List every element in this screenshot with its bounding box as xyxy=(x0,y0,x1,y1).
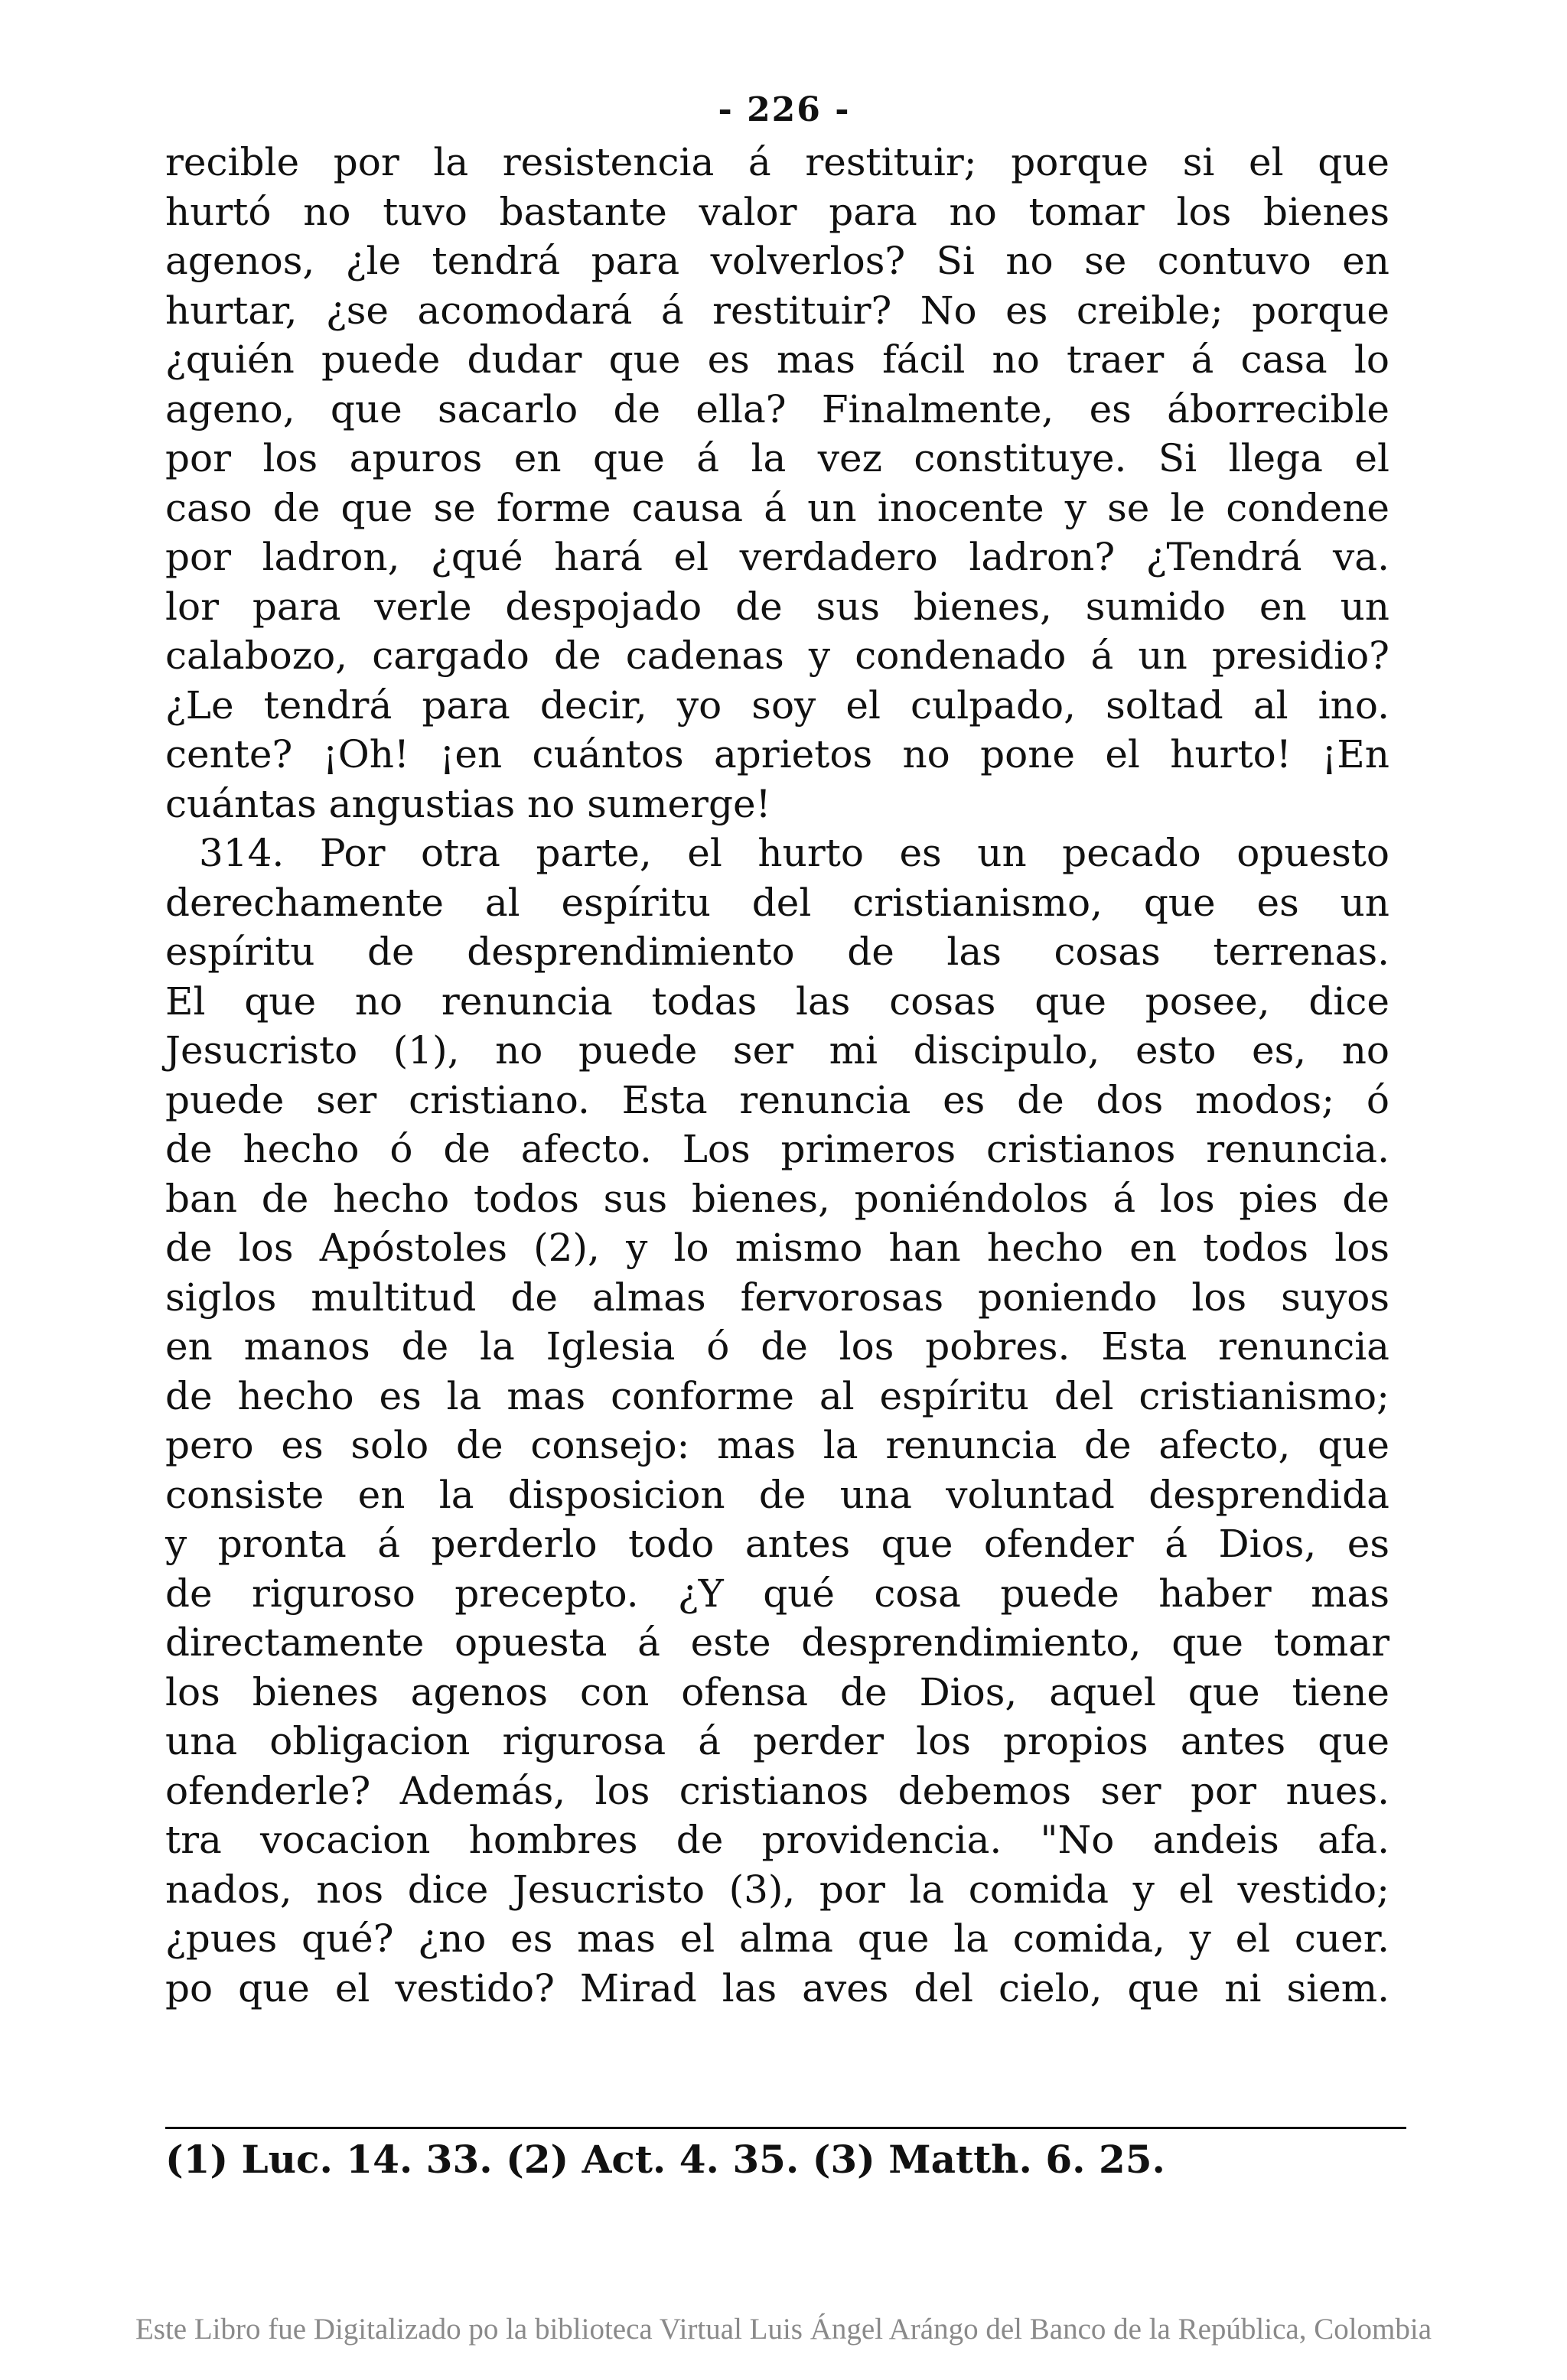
footnotes: (1) Luc. 14. 33. (2) Act. 4. 35. (3) Matth. 6. 25. xyxy=(165,2137,1165,2182)
text-line: los bienes agenos con ofensa de Dios, aquel que tiene xyxy=(165,1669,1389,1714)
text-line: por ladron, ¿qué hará el verdadero ladron? ¿Tendrá va. xyxy=(165,535,1389,579)
text-line: recible por la resistencia á restituir; porque si el que xyxy=(165,140,1389,184)
text-line: puede ser cristiano. Esta renuncia es de dos modos; ó xyxy=(165,1077,1389,1122)
text-line: ¿pues qué? ¿no es mas el alma que la comida, y el cuer. xyxy=(165,1916,1389,1961)
body-text xyxy=(165,138,1389,2013)
text-line: ban de hecho todos sus bienes, poniéndolos á los pies de xyxy=(165,1176,1389,1221)
digitization-credit: Este Libro fue Digitalizado po la biblioteca Virtual Luis Ángel Arángo del Banco de la República, Colombia xyxy=(135,2313,1432,2346)
page-number: - 226 - xyxy=(718,90,851,129)
text-line: espíritu de desprendimiento de las cosas terrenas. xyxy=(165,930,1389,974)
text-line: derechamente al espíritu del cristianismo, que es un xyxy=(165,880,1389,925)
text-line: ¿Le tendrá para decir, yo soy el culpado, soltad al ino. xyxy=(165,682,1389,728)
text-line: lor para verle despojado de sus bienes, sumido en un xyxy=(165,584,1389,629)
text-line: calabozo, cargado de cadenas y condenado á un presidio? xyxy=(165,633,1389,678)
text-line: caso de que se forme causa á un inocente y se le condene xyxy=(165,485,1389,530)
text-line: El que no renuncia todas las cosas que posee, dice xyxy=(165,978,1389,1024)
text-line: de los Apóstoles (2), y lo mismo han hecho en todos los xyxy=(165,1226,1389,1270)
text-line: po que el vestido? Mirad las aves del cielo, que ni siem. xyxy=(165,1965,1389,2010)
text-line: hurtó no tuvo bastante valor para no tomar los bienes xyxy=(165,189,1389,234)
text-line: ¿quién puede dudar que es mas fácil no traer á casa lo xyxy=(165,337,1389,382)
text-line: Jesucristo (1), no puede ser mi discipulo, esto es, no xyxy=(165,1028,1389,1073)
text-line: cuántas angustias no sumerge! xyxy=(165,781,771,826)
text-line: y pronta á perderlo todo antes que ofender á Dios, es xyxy=(165,1522,1389,1566)
text-line: consiste en la disposicion de una voluntad desprendida xyxy=(165,1472,1389,1517)
text-line: ofenderle? Además, los cristianos debemos ser por nues. xyxy=(165,1768,1389,1813)
text-line: directamente opuesta á este desprendimiento, que tomar xyxy=(165,1620,1389,1665)
text-line: hurtar, ¿se acomodará á restituir? No es creible; porque xyxy=(165,288,1389,333)
text-line: pero es solo de consejo: mas la renuncia de afecto, que xyxy=(165,1423,1389,1467)
text-line: ageno, que sacarlo de ella? Finalmente, es áborrecible xyxy=(165,386,1389,431)
text-line: tra vocacion hombres de providencia. "No andeis afa. xyxy=(165,1818,1389,1862)
text-line: una obligacion rigurosa á perder los propios antes que xyxy=(165,1719,1389,1763)
text-line: de hecho ó de afecto. Los primeros cristianos renuncia. xyxy=(165,1127,1389,1171)
text-line: nados, nos dice Jesucristo (3), por la comida y el vestido; xyxy=(165,1867,1389,1912)
text-line: de hecho es la mas conforme al espíritu del cristianismo; xyxy=(165,1373,1389,1418)
text-line: por los apuros en que á la vez constituye. Si llega el xyxy=(165,436,1389,480)
footnote-divider xyxy=(165,2127,1406,2129)
paragraph-start-line: 314. Por otra parte, el hurto es un pecado opuesto xyxy=(199,831,1389,875)
text-line: siglos multitud de almas fervorosas poniendo los suyos xyxy=(165,1275,1389,1320)
text-line: de riguroso precepto. ¿Y qué cosa puede haber mas xyxy=(165,1571,1389,1616)
text-line: cente? ¡Oh! ¡en cuántos aprietos no pone el hurto! ¡En xyxy=(165,732,1389,777)
text-line: en manos de la Iglesia ó de los pobres. Esta renuncia xyxy=(165,1324,1389,1369)
text-line: agenos, ¿le tendrá para volverlos? Si no se contuvo en xyxy=(165,239,1389,283)
